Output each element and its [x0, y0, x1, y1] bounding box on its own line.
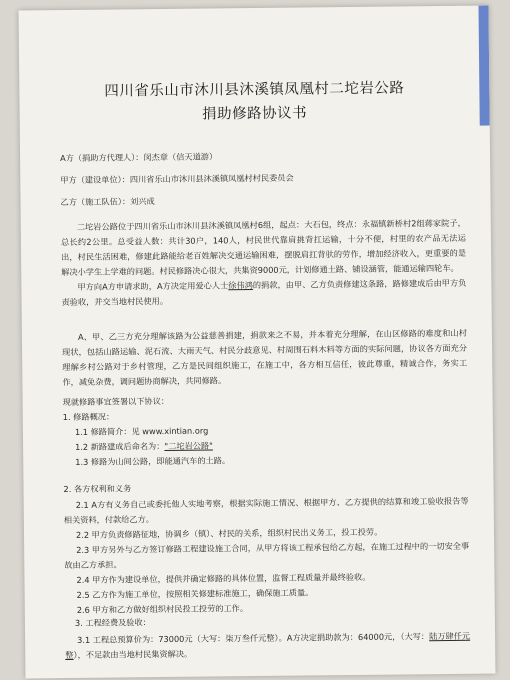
section-1-3: 1.3 修路为山间公路，即能通汽车的土路。 — [75, 455, 231, 467]
intro-paragraph-3: A、甲、乙三方充分理解该路为公益慈善捐建，捐款来之不易，并本着充分理解，在山区修路的难度和山村现状，包括山路运输、泥石流、大雨天气、村民分歧意见、村周围石料木料等方面的实际问题，协议各方面充分理解乡村公路对于乡村管理，乙方是民间组织施工，在施工中，各方相互信任，彼此尊重，精诚合作，务实工作，减免杂费，调问题协商解决，共同修路。 — [62, 327, 468, 388]
document-page — [19, 6, 496, 679]
section-2-2: 2.2 甲方负责修路征地，协调乡（镇）、村民的关系，组织村民出义务工，投工投劳。 — [75, 526, 383, 540]
agreement-heading: 现就修路事宜签署以下协议： — [62, 395, 170, 408]
section-2-1: 2.1 A方有义务自己或委托他人实地考察，根据实际施工情况、根据甲方、乙方提供的结算和竣工验收报告等相关资料，付款给乙方。 — [63, 495, 469, 526]
intro-p2-suffix: 的捐款，由甲、乙方负责修建这条路，路修建成后由甲方负责验收，并交当地村民使用。 — [61, 277, 467, 308]
section-3-1-c: ），不足款由当地村民集资解决。 — [73, 648, 193, 660]
section-2-5: 2.5 乙方作为施工单位，按照相关修建标准施工，确保施工质量。 — [76, 587, 314, 600]
document-title: 四川省乐山市沐川县沐溪镇凤凰村二坨岩公路 — [104, 80, 405, 100]
party-jia: 甲方（建设单位）：四川省乐山市沐川县沐溪镇凤凰村村民委员会 — [60, 172, 294, 186]
road-name: "二坨岩公路" — [164, 440, 213, 451]
section-1-heading: 1. 修路概况： — [62, 411, 115, 423]
section-3-heading: 3. 工程经费及验收： — [74, 617, 151, 628]
intro-p2-prefix: 甲方向A方申请求助，A方决定用爱心人士 — [77, 280, 229, 292]
section-3-1 — [65, 629, 470, 663]
section-1-2 — [75, 440, 213, 452]
amount-in-words: 陆万肆仟元整 — [65, 630, 471, 661]
section-2-heading: 2. 各方权利和义务 — [63, 483, 132, 495]
section-1-1: 1.1 修路简介：见 www.xintian.org — [74, 425, 209, 437]
section-2-4: 2.4 甲方作为建设单位，提供并确定修路的具体位置，监督工程质量并最终验收。 — [76, 571, 371, 585]
section-1-2-prefix: 1.2 新路建成后命名为： — [75, 440, 165, 452]
donor-name: 徐伟鸿 — [228, 280, 253, 291]
section-2-3: 2.3 甲方另外与乙方签订修路工程建设施工合同，从甲方将该工程承包给乙方起，在施工过程中的一切安全事故由乙方承担。 — [64, 540, 470, 571]
party-a: A方（捐助方代理人）：闵杰章（信天道游） — [60, 151, 218, 164]
party-yi: 乙方（施工队伍）：刘兴成 — [60, 196, 155, 208]
section-2-6: 2.6 甲方和乙方做好组织村民投工投劳的工作。 — [76, 603, 249, 615]
intro-paragraph-2 — [61, 276, 466, 310]
document-subtitle: 捐助修路协议书 — [202, 105, 308, 123]
intro-paragraph-1: 二坨岩公路位于四川省乐山市沐川县沐溪镇凤凰村6组，起点：大石包，终点：永福镇新桥村2组蒋家院子，总长约2公里。总受益人数：共计30户，140人，村民世代靠肩挑背扛运输，十分不便，村里的农产品无法运出，村民生活困难，修建此路能给老百姓解决交通运输困难，摆脱肩扛背驮的劳作，增加经济收入，更重要的是解决小学生上学难的问题。村民修路决心很大，共集资9000元，计划修通土路、铺设涵管，能通运输四轮车。 — [60, 217, 467, 278]
section-3-1-a: 3.1 工程总预算价为：73000元（大写：柒万叁仟元整）。A方决定捐助款为：64000元，（大写： — [77, 631, 430, 645]
